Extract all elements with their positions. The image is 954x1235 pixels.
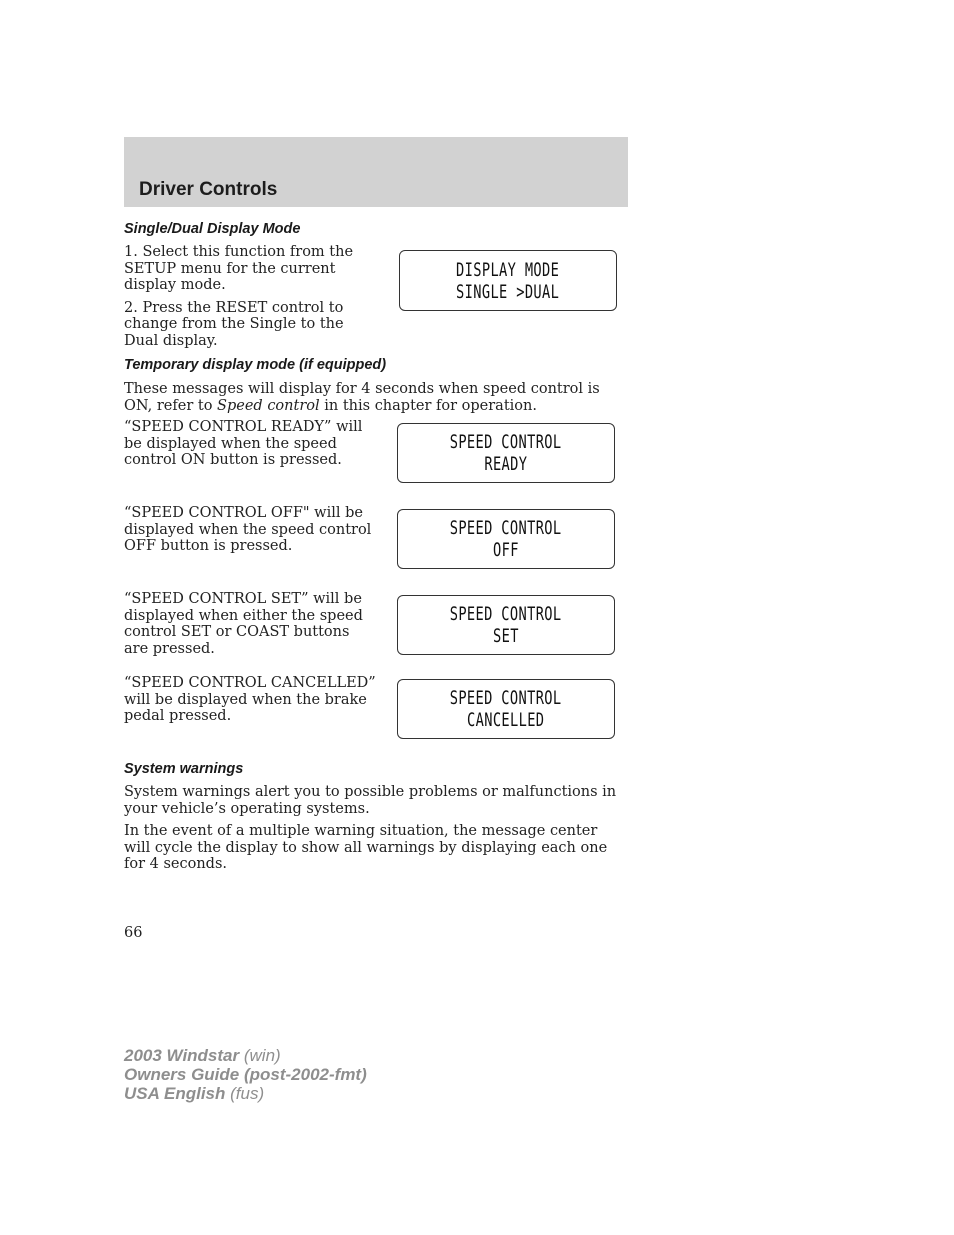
lcd-line-1: SPEED CONTROL <box>450 517 562 539</box>
message-cancelled-text: “SPEED CONTROL CANCELLED” will be displayed when the brake pedal pressed. <box>124 675 376 724</box>
intro-text-end: in this chapter for operation. <box>319 397 537 414</box>
lcd-line-2: CANCELLED <box>467 709 545 731</box>
page-number: 66 <box>124 925 143 941</box>
lcd-line-2: SET <box>493 625 519 647</box>
lcd-line-1: SPEED CONTROL <box>450 687 562 709</box>
footer-language-code: (fus) <box>230 1084 265 1103</box>
lcd-speed-control-ready <box>397 423 615 483</box>
chapter-title: Driver Controls <box>139 179 278 200</box>
lcd-speed-control-cancelled <box>397 679 615 739</box>
warnings-paragraph-1: System warnings alert you to possible problems or malfunctions in your vehicle’s operating systems. <box>124 784 617 817</box>
lcd-speed-control-off <box>397 509 615 569</box>
lcd-line-2: READY <box>484 453 528 475</box>
speed-control-reference: Speed control <box>217 397 320 414</box>
section-heading-temporary-display: Temporary display mode (if equipped) <box>124 357 387 373</box>
lcd-line-2: SINGLE >DUAL <box>456 280 560 303</box>
lcd-line-2: OFF <box>493 539 519 561</box>
intro-text: These messages will display for 4 seconds when speed control is ON, refer to <box>124 381 600 414</box>
lcd-line-1: SPEED CONTROL <box>450 603 562 625</box>
footer-model: 2003 Windstar <box>124 1046 240 1065</box>
warnings-body <box>124 784 620 873</box>
footer-guide: Owners Guide (post-2002-fmt) <box>124 1065 367 1084</box>
display-mode-steps <box>124 244 382 349</box>
chapter-header-band <box>124 137 628 207</box>
message-set-text: “SPEED CONTROL SET” will be displayed when either the speed control SET or COAST buttons are pressed. <box>124 591 363 657</box>
lcd-display-mode <box>399 250 617 311</box>
lcd-line-1: SPEED CONTROL <box>450 431 562 453</box>
lcd-speed-control-set <box>397 595 615 655</box>
document-footer <box>124 1046 367 1103</box>
section-heading-system-warnings: System warnings <box>124 761 244 777</box>
lcd-line-1: DISPLAY MODE <box>456 258 560 281</box>
section-heading-display-mode: Single/Dual Display Mode <box>124 221 301 237</box>
footer-model-code: (win) <box>243 1046 281 1065</box>
warnings-paragraph-2: In the event of a multiple warning situation, the message center will cycle the display to show all warnings by displaying each one for 4 seconds. <box>124 823 608 872</box>
footer-language: USA English <box>124 1084 226 1103</box>
step-1: 1. Select this function from the SETUP menu for the current display mode. <box>124 244 354 293</box>
message-off-text: “SPEED CONTROL OFF" will be displayed when the speed control OFF button is pressed. <box>124 505 372 554</box>
temporary-intro <box>124 381 620 414</box>
message-ready-text: “SPEED CONTROL READY” will be displayed when the speed control ON button is pressed. <box>124 419 363 468</box>
step-2: 2. Press the RESET control to change from the Single to the Dual display. <box>124 299 344 349</box>
